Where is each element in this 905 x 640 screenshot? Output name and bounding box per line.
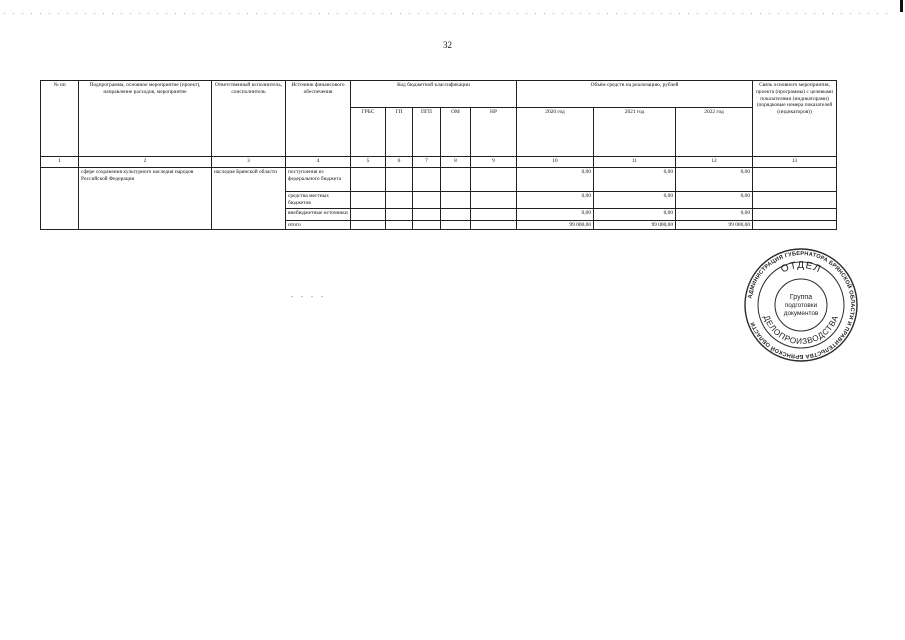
header-row-1 [41,81,837,108]
cell-empty [471,208,517,220]
column-number: 4 [286,157,351,168]
stamp-center-line3: документов [783,310,819,317]
cell-empty [441,208,471,220]
header-budget-code: Код бюджетной классификации [351,81,517,108]
amount-2021: 0,00 [594,168,676,192]
source-cell: внебюджетные источники [286,208,351,220]
cell-empty [351,168,386,192]
scan-noise [0,12,890,15]
table-row [41,168,837,192]
cell-empty [386,192,413,209]
column-number: 2 [79,157,212,168]
amount-2020: 0,00 [517,208,594,220]
column-number: 6 [386,157,413,168]
header-2022: 2022 год [676,108,753,157]
header-program: Подпрограмма, основное мероприятие (проект), направление расходов, мероприятие [79,81,212,157]
column-number: 7 [413,157,441,168]
amount-2020: 0,00 [517,192,594,209]
cell-empty [471,168,517,192]
column-number: 12 [676,157,753,168]
source-cell: поступления из федерального бюджета [286,168,351,192]
header-om: ОМ [441,108,471,157]
column-number-row [41,157,837,168]
cell-empty [413,168,441,192]
amount-2021: 0,00 [594,208,676,220]
amount-2021: 99 000,00 [594,220,676,230]
cell-empty [413,208,441,220]
cell-empty [351,220,386,230]
source-cell: средства местных бюджетов [286,192,351,209]
page-number: 32 [443,40,452,50]
column-number: 13 [753,157,837,168]
header-responsible: Ответственный исполнитель, соисполнитель [212,81,286,157]
header-funding: Объём средств на реализацию, рублей [517,81,753,108]
cell-empty [386,220,413,230]
column-number: 11 [594,157,676,168]
cell-empty [441,192,471,209]
header-gp: ГП [386,108,413,157]
cell-empty [386,208,413,220]
cell-empty [413,192,441,209]
stamp-center-line1: Группа [789,294,813,301]
amount-2022: 0,00 [676,208,753,220]
header-2021: 2021 год [594,108,676,157]
program-cell: сфере сохранения культурного наследия народов Российской Федерации [79,168,212,230]
svg-text:ОТДЕЛ [779,260,822,275]
cell-empty [753,220,837,230]
cell-empty [441,168,471,192]
cell-empty [753,168,837,192]
column-number: 10 [517,157,594,168]
cell-empty [386,168,413,192]
header-link: Связь основного мероприятия, проекта (программы) с целевыми показателями (индикаторами) (порядковые номера показателей (индикаторов)) [753,81,837,157]
budget-table [40,80,837,230]
scan-noise [287,295,327,298]
stamp-ring-word-bottom: ДЕЛОПРОИЗВОДСТВА [761,313,841,347]
header-2020: 2020 год [517,108,594,157]
amount-2022: 0,00 [676,192,753,209]
header-num: № пп [41,81,79,157]
column-number: 3 [212,157,286,168]
svg-text:ДЕЛОПРОИЗВОДСТВА [762,314,840,346]
amount-2020: 0,00 [517,168,594,192]
cell-empty [471,220,517,230]
cell-empty [41,168,79,230]
header-nr: НР [471,108,517,157]
stamp-outer-text: АДМИНИСТРАЦИЯ ГУБЕРНАТОРА БРЯНСКОЙ ОБЛАСТИ И ПРАВИТЕЛЬСТВА БРЯНСКОЙ ОБЛАСТИ [747,250,856,360]
column-number: 9 [471,157,517,168]
amount-2021: 0,00 [594,192,676,209]
header-grbs: ГРБС [351,108,386,157]
column-number: 8 [441,157,471,168]
stamp-ring-word-top: ОТДЕЛ [779,259,823,276]
scan-edge-mark [900,0,903,12]
cell-empty [753,208,837,220]
amount-2020: 99 000,00 [517,220,594,230]
cell-empty [471,192,517,209]
cell-empty [351,208,386,220]
office-stamp [742,246,860,364]
amount-2022: 99 000,00 [676,220,753,230]
cell-empty [351,192,386,209]
amount-2022: 0,00 [676,168,753,192]
responsible-cell: наследия Брянской области [212,168,286,230]
header-pgp: ПГП [413,108,441,157]
cell-empty [413,220,441,230]
column-number: 5 [351,157,386,168]
source-cell: итого [286,220,351,230]
cell-empty [753,192,837,209]
cell-empty [441,220,471,230]
column-number: 1 [41,157,79,168]
header-source: Источник финансового обеспечения [286,81,351,157]
stamp-center-line2: подготовки [784,302,818,309]
